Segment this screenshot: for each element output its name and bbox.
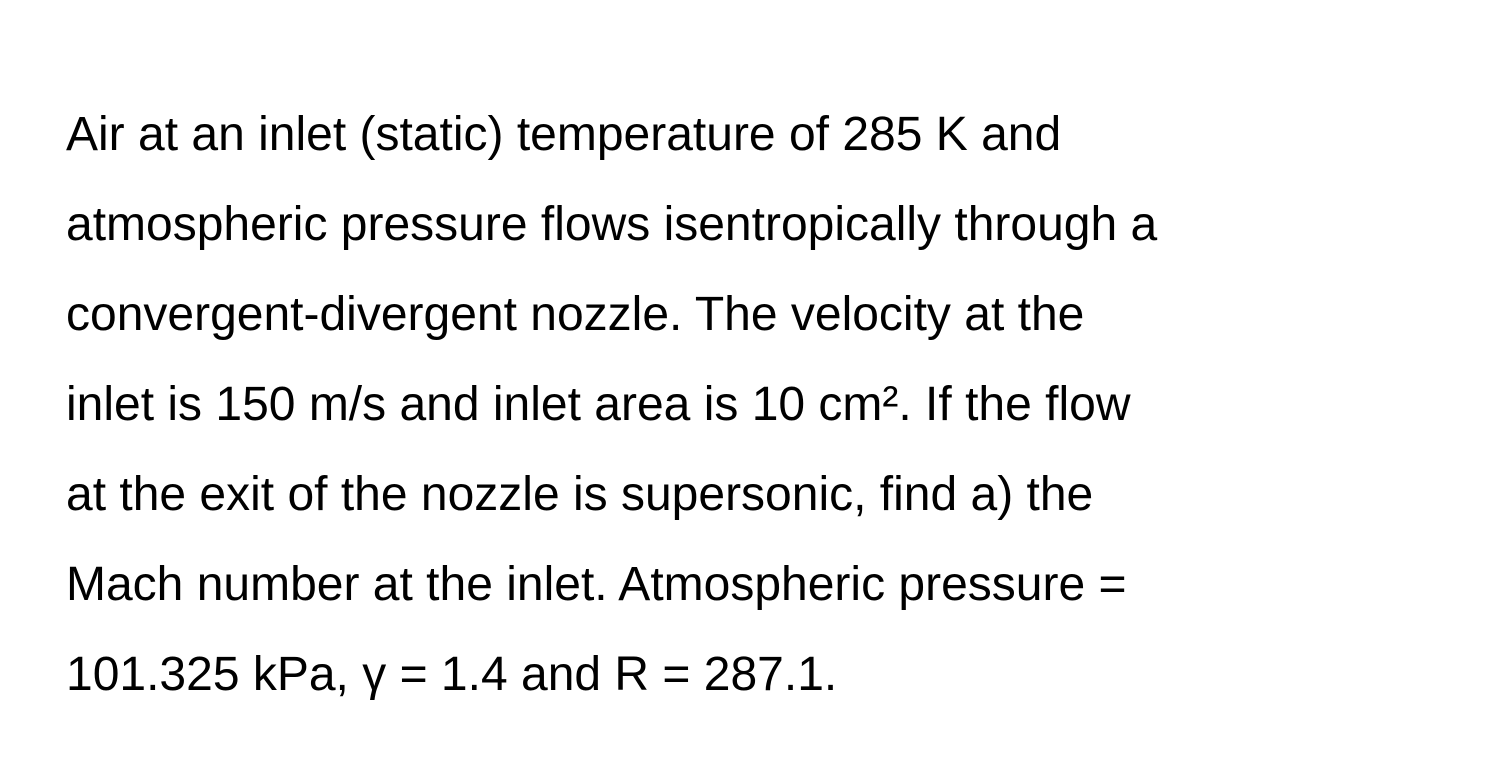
problem-statement	[66, 90, 1157, 720]
problem-line: Mach number at the inlet. Atmospheric pressure =	[66, 558, 1127, 611]
problem-line: 101.325 kPa, γ = 1.4 and R = 287.1.	[66, 648, 838, 701]
problem-line: atmospheric pressure flows isentropically through a	[66, 198, 1158, 251]
problem-line: convergent-divergent nozzle. The velocity at the	[66, 288, 1085, 341]
problem-line: inlet is 150 m/s and inlet area is 10 cm². If the flow	[66, 378, 1131, 431]
problem-line: at the exit of the nozzle is supersonic, find a) the	[66, 468, 1094, 521]
problem-line: Air at an inlet (static) temperature of 285 K and	[66, 108, 1062, 161]
